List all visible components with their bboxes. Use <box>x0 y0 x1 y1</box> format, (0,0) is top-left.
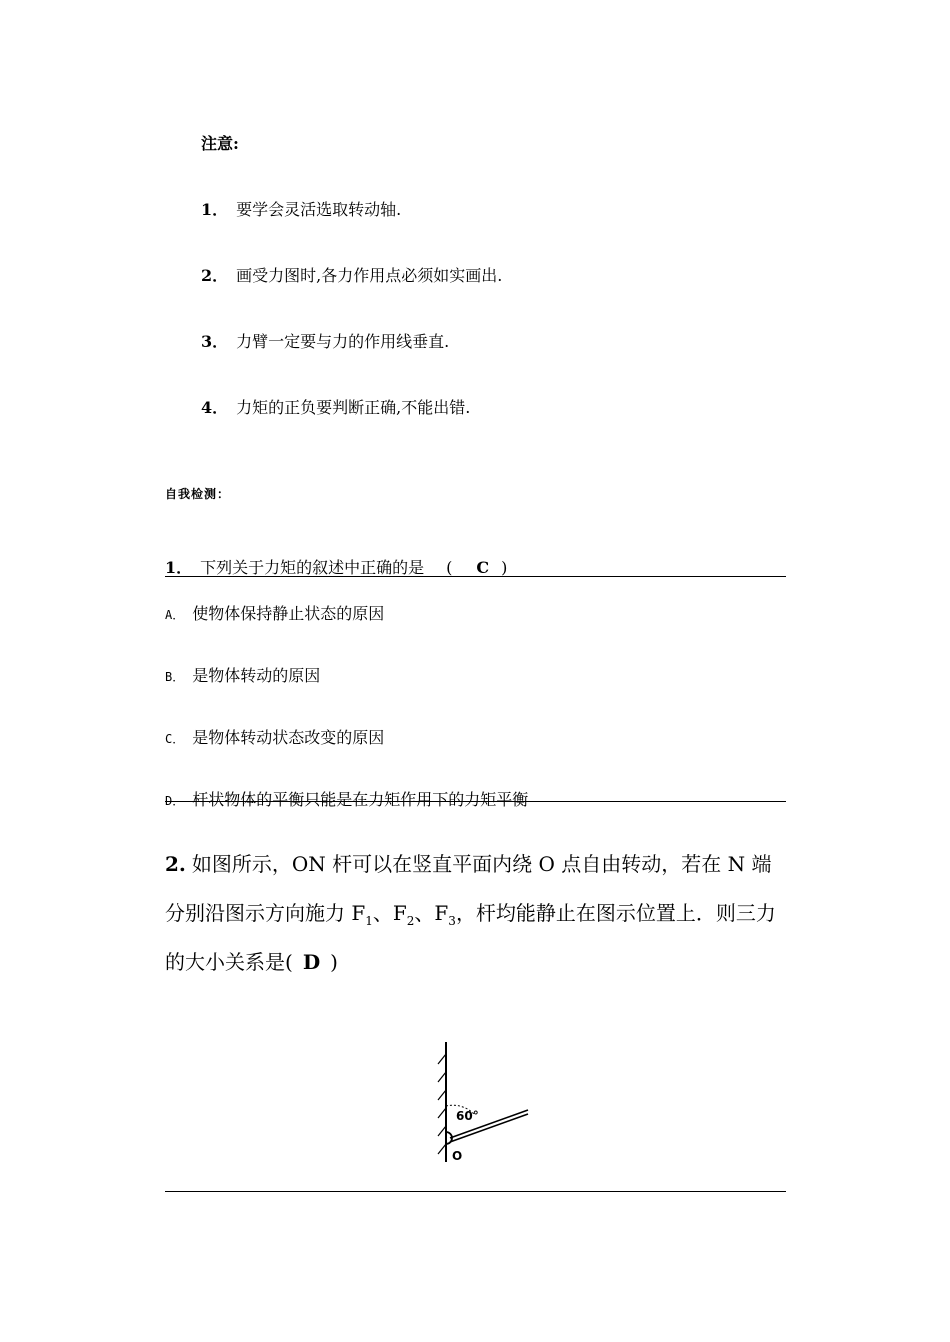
note-item-2 <box>201 263 502 286</box>
lever-figure <box>430 1040 540 1170</box>
option-c <box>165 725 384 748</box>
question-text: ) <box>330 950 338 974</box>
subscript: 2 <box>406 914 415 928</box>
self-test-title: 自我检测： <box>165 487 231 501</box>
option-letter: D． <box>165 794 185 808</box>
note-item-4 <box>201 395 470 418</box>
option-letter: C． <box>165 732 185 746</box>
option-b <box>165 663 320 686</box>
note-item-number: 1． <box>201 200 229 219</box>
note-item-text: 画受力图时,各力作用点必须如实画出. <box>236 266 503 285</box>
note-item-number: 2． <box>201 266 229 285</box>
question-2-line-1 <box>165 848 790 877</box>
note-item-3 <box>201 329 449 352</box>
question-1-stem <box>165 555 786 577</box>
note-item-text: 力矩的正负要判断正确,不能出错. <box>236 398 471 417</box>
option-letter: B． <box>165 670 185 684</box>
note-item-text: 力臂一定要与力的作用线垂直. <box>236 332 450 351</box>
question-text: 、F <box>372 901 407 925</box>
note-item-text: 要学会灵活选取转动轴. <box>236 200 402 219</box>
option-d <box>165 787 528 810</box>
option-text: 使物体保持静止状态的原因 <box>192 604 385 623</box>
answer: D <box>302 950 321 974</box>
subscript: 3 <box>448 914 456 928</box>
option-d-rule <box>165 801 786 802</box>
question-text: 的大小关系是( <box>165 950 293 974</box>
question-text: 分别沿图示方向施力 F <box>165 901 366 925</box>
paren-close: ) <box>501 558 508 577</box>
question-text: 、F <box>414 901 449 925</box>
angle-label: 60° <box>456 1109 479 1123</box>
option-text: 杆状物体的平衡只能是在力矩作用下的力矩平衡 <box>192 790 529 809</box>
question-2-line-2 <box>165 897 790 928</box>
question-text: 如图所示，ON 杆可以在竖直平面内绕 O 点自由转动，若在 N 端 <box>191 852 772 876</box>
note-item-number: 3． <box>201 332 229 351</box>
wall-hatching <box>438 1054 446 1154</box>
question-text: 下列关于力矩的叙述中正确的是 <box>200 558 425 577</box>
question-number: 2. <box>165 852 186 876</box>
question-number: 1． <box>165 558 193 577</box>
paren-open: ( <box>446 558 453 577</box>
bottom-rule <box>165 1191 786 1192</box>
question-2-line-3 <box>165 946 790 975</box>
option-a <box>165 601 384 624</box>
option-text: 是物体转动的原因 <box>192 666 321 685</box>
question-text: ，杆均能静止在图示位置上．则三力 <box>455 901 776 925</box>
notes-title: 注意: <box>201 134 239 153</box>
note-item-number: 4． <box>201 398 229 417</box>
subscript: 1 <box>365 914 373 928</box>
option-text: 是物体转动状态改变的原因 <box>192 728 385 747</box>
option-letter: A． <box>165 608 185 622</box>
note-item-1 <box>201 197 401 220</box>
answer: C <box>476 558 490 577</box>
point-o-label: O <box>452 1149 463 1163</box>
